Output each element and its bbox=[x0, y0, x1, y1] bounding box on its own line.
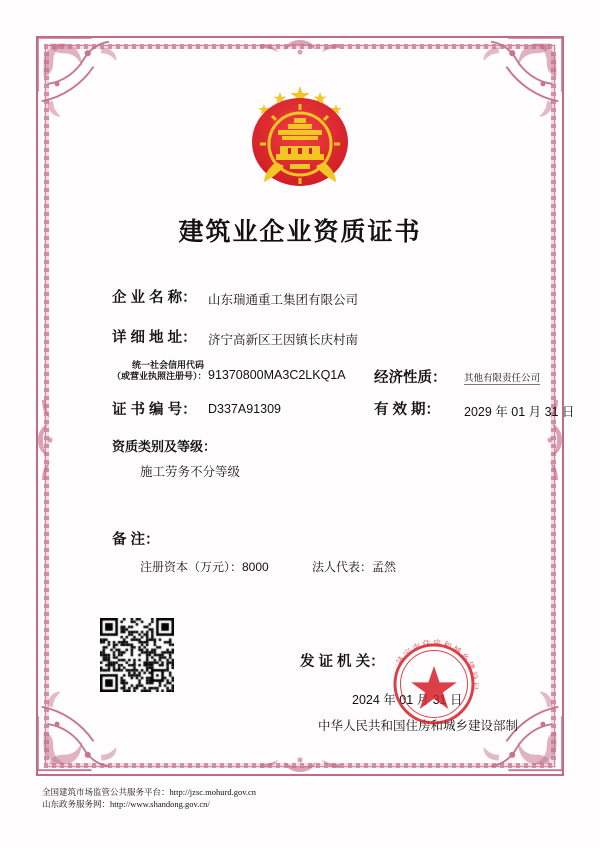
credit-code-label-line2: （或营业执照注册号）： bbox=[112, 371, 207, 381]
certificate-number-value: D337A91309 bbox=[208, 402, 281, 416]
corner-ornament-top-right bbox=[470, 34, 566, 130]
credit-code-label bbox=[112, 360, 207, 382]
qualification-category-label: 资质类别及等级： bbox=[112, 439, 217, 454]
remark-registered-capital: 注册资本（万元）：8000 bbox=[140, 560, 269, 574]
issue-date: 2024 年 01 月 31 日 bbox=[352, 693, 463, 707]
edge-ornament-right bbox=[544, 370, 564, 510]
footer-line-2: 山东政务服务网：http://www.shandong.gov.cn/ bbox=[42, 799, 210, 809]
economy-type-value: 其他有限责任公司 bbox=[464, 370, 540, 385]
company-name-label: 企 业 名 称： bbox=[112, 290, 197, 306]
validity-label: 有 效 期： bbox=[374, 402, 441, 418]
official-seal-icon bbox=[382, 632, 486, 736]
validity-value: 2029 年 01 月 31 日 bbox=[464, 405, 575, 419]
page-title: 建筑业企业资质证书 bbox=[178, 218, 422, 246]
corner-ornament-bottom-left bbox=[34, 678, 130, 774]
national-emblem-icon bbox=[224, 80, 376, 202]
edge-ornament-top bbox=[230, 38, 370, 58]
edge-ornament-bottom bbox=[230, 754, 370, 774]
address-label: 详 细 地 址： bbox=[112, 330, 197, 346]
credit-code-label-line1: 统一社会信用代码 bbox=[131, 360, 204, 370]
corner-ornament-top-left bbox=[34, 34, 130, 130]
credit-code-value: 91370800MA3C2LKQ1A bbox=[208, 368, 346, 382]
remark-legal-representative: 法人代表：孟然 bbox=[312, 560, 397, 574]
edge-ornament-left bbox=[36, 370, 56, 510]
svg-text:济宁市住房和城乡建设局: 济宁市住房和城乡建设局 bbox=[394, 638, 480, 693]
economy-type-label: 经济性质： bbox=[374, 370, 447, 386]
company-name-value: 山东瑞通重工集团有限公司 bbox=[208, 293, 359, 307]
address-value: 济宁高新区王因镇长庆村南 bbox=[208, 333, 359, 347]
certificate-number-label: 证 书 编 号： bbox=[112, 402, 197, 418]
qualification-category-value: 施工劳务不分等级 bbox=[140, 465, 241, 479]
qr-code bbox=[100, 618, 174, 692]
footer bbox=[42, 786, 256, 810]
remark-label: 备 注： bbox=[112, 532, 160, 548]
issuer-organization: 中华人民共和国住房和城乡建设部制 bbox=[318, 719, 519, 733]
footer-line-1: 全国建筑市场监管公共服务平台：http://jzsc.mohurd.gov.cn bbox=[42, 787, 257, 797]
issuer-label: 发 证 机 关： bbox=[300, 654, 385, 670]
